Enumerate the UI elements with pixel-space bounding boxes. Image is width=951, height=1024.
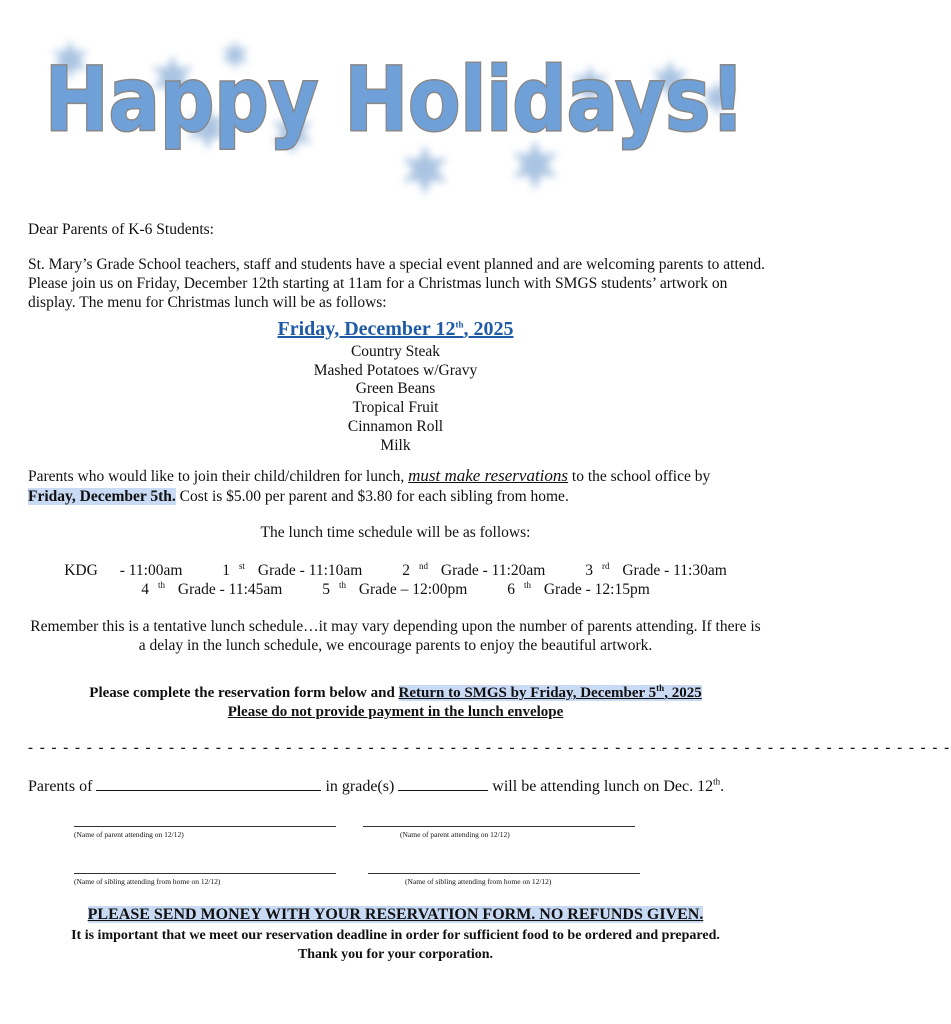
no-payment-note: Please do not provide payment in the lunch envelope <box>227 704 564 720</box>
schedule-entry: 2 $^{nd}$ Grade - 11:20am <box>402 560 546 579</box>
reservation-paragraph <box>28 466 768 507</box>
menu-item: Green Beans <box>355 380 436 398</box>
reservation-text-mid: to the school office by <box>568 468 711 485</box>
menu-item: Country Steak <box>350 343 441 360</box>
instructions-text: Please complete the reservation form below and <box>89 685 399 701</box>
event-date-year: , 2025 <box>463 318 514 340</box>
sibling-name-field-1[interactable] <box>74 873 336 874</box>
reservation-text: Parents who would like to join their child/children for lunch, <box>28 468 409 485</box>
must-make-reservations: must make reservations <box>408 466 569 485</box>
reservation-deadline: Friday, December 5th. <box>28 488 176 505</box>
schedule-entry: KDG - 11:00am <box>64 562 183 579</box>
event-date-heading <box>0 318 791 341</box>
event-date-text: Friday, December 12 <box>277 318 456 340</box>
parents-of-line: Parents of in grade(s) will be attending lunch on Dec. 12th. <box>28 776 725 795</box>
menu-item: Mashed Potatoes w/Gravy <box>313 361 478 379</box>
schedule-entry: 3 $^{rd}$ Grade - 11:30am <box>585 560 727 579</box>
child-name-field[interactable] <box>96 776 321 791</box>
deadline-importance: It is important that we meet our reservation deadline in order for sufficient food to be ordered and prepared. <box>71 928 720 943</box>
schedule-entry: 5 $^{th}$ Grade – 12:00pm <box>322 579 468 598</box>
menu-item: Milk <box>380 436 411 454</box>
banner-title: Happy Holidays! <box>45 48 745 151</box>
parent-name-field-2[interactable] <box>363 826 635 827</box>
parent-name-field-1[interactable] <box>74 826 336 827</box>
thank-you: Thank you for your corporation. <box>297 947 494 962</box>
sibling-name-field-2[interactable] <box>368 873 640 874</box>
schedule-entry: 1 $^{st}$ Grade - 11:10am <box>222 560 363 579</box>
cut-line-divider: - - - - - - - - - - - - - - - - - - - - - - - - - - - - - - - - - - - - - - - - - - - - - - - - - - - - - - - - - - - - - - - - - - - - - - - - - - - - - - - <box>28 740 951 756</box>
menu-list <box>0 343 791 455</box>
attending-label: will be attending lunch on Dec. 12 <box>492 778 714 795</box>
greeting: Dear Parents of K-6 Students: <box>28 221 214 238</box>
schedule-entry: 6 $^{th}$ Grade - 12:15pm <box>507 579 650 598</box>
schedule-row <box>0 561 791 580</box>
intro-paragraph: St. Mary’s Grade School teachers, staff and students have a special event planned and are welcoming parents to attend. Please join us on Friday, December 12th starting at 11am for a Christmas lunch with SMGS students’ artwork on display. The menu for Christmas lunch will be as follows: <box>28 256 766 311</box>
sibling-caption-1: (Name of sibling attending from home on 12/12) <box>74 877 221 886</box>
grade-field[interactable] <box>398 776 488 791</box>
event-date-sup: th <box>455 319 464 330</box>
no-refunds-text: PLEASE SEND MONEY WITH YOUR RESERVATION FORM. NO REFUNDS GIVEN. <box>87 906 704 923</box>
menu-item: Tropical Fruit <box>352 399 439 417</box>
happy-holidays-banner <box>0 0 791 205</box>
schedule-row <box>0 580 791 599</box>
reservation-cost: Cost is $5.00 per parent and $3.80 for each sibling from home. <box>175 488 569 505</box>
form-instructions <box>0 684 791 722</box>
parent-caption-1: (Name of parent attending on 12/12) <box>74 830 184 839</box>
sibling-caption-2: (Name of sibling attending from home on 12/12) <box>405 877 552 886</box>
schedule-entry: 4 $^{th}$ Grade - 11:45am <box>141 579 283 598</box>
reminder-paragraph: Remember this is a tentative lunch schedule…it may vary depending upon the number of parents attending. If there is a delay in the lunch schedule, we encourage parents to enjoy the beautiful artwork. <box>30 618 761 654</box>
menu-item: Cinnamon Roll <box>347 417 444 435</box>
no-refunds-notice <box>0 905 791 924</box>
grades-label: in grade(s) <box>325 778 395 795</box>
schedule-intro: The lunch time schedule will be as follows: <box>260 524 531 541</box>
lunch-schedule <box>0 561 791 599</box>
parents-of-label: Parents of <box>28 778 93 795</box>
return-deadline: Return to SMGS by Friday, December 5th, 2025 <box>398 683 702 701</box>
parent-caption-2: (Name of parent attending on 12/12) <box>400 830 510 839</box>
